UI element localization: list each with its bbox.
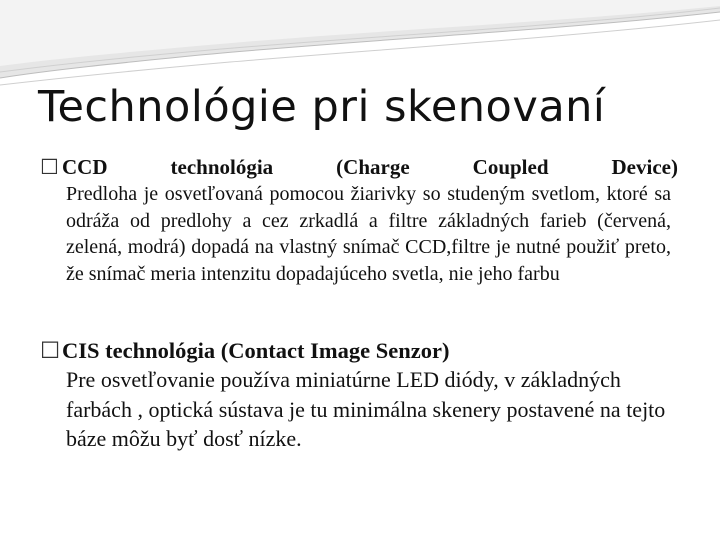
bullet-cis-body: Pre osvetľovanie používa miniatúrne LED diódy, v základných farbách , optická sústava je tu minimálna skenery postavené na tejto báze môžu byť dosť nízke. (66, 367, 666, 451)
checkbox-bullet-icon: ☐ (40, 155, 59, 179)
bullet-cis (40, 338, 680, 454)
checkbox-bullet-icon: ☐ (40, 338, 61, 364)
bullet-cis-heading-text: CIS technológia (Contact Image Senzor) (62, 338, 450, 363)
header-wave-decoration (0, 0, 720, 90)
bullet-ccd-body: Predloha je osvetľovaná pomocou žiarivky so studeným svetlom, ktoré sa odráža od predlohy a cez zrkadlá a filtre základných farieb (červená, zelená, modrá) dopadá na vlastný snímač CCD,filtre je nutné použiť preto, že snímač meria intenzitu dopadajúceho svetla, nie jeho farbu (66, 183, 671, 285)
heading-word: technológia (170, 155, 274, 179)
bullet-ccd-heading (40, 155, 678, 180)
bullet-ccd (40, 155, 680, 287)
heading-word: (Charge (336, 155, 410, 179)
heading-word: Device) (611, 155, 678, 179)
bullet-cis-heading (40, 338, 680, 364)
heading-word: Coupled (472, 155, 549, 179)
heading-word: CCD (62, 155, 108, 179)
slide-title: Technológie pri skenovaní (38, 82, 606, 132)
